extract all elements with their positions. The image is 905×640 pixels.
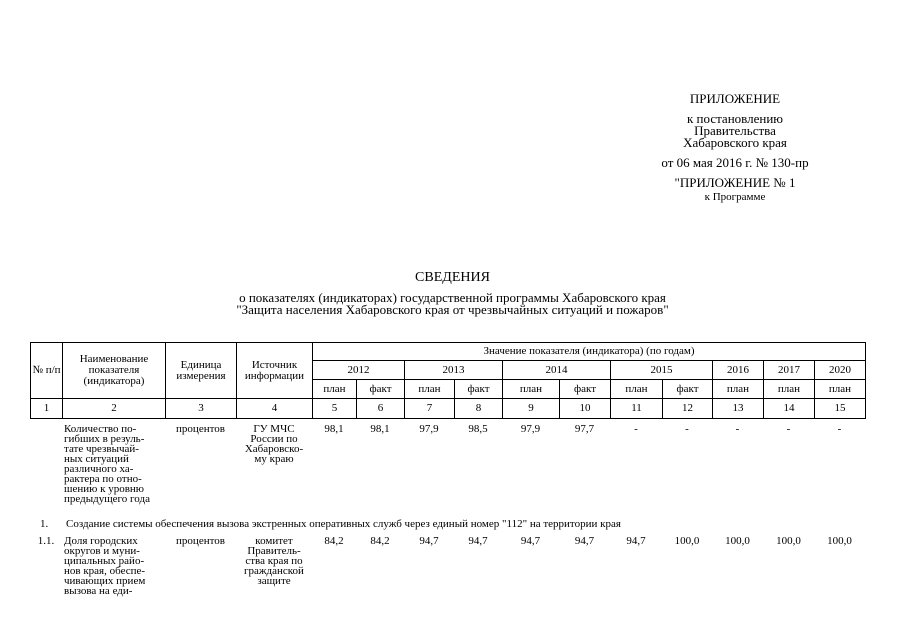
row-value: 94,7 [574, 535, 595, 547]
header-num: № п/п [31, 343, 63, 399]
row-value: 84,2 [324, 535, 344, 547]
table-row [30, 536, 865, 596]
header-year: 2016 [713, 361, 764, 380]
approval-appendix: "ПРИЛОЖЕНИЕ № 1 [674, 175, 796, 190]
approval-line: Правительства [694, 123, 776, 138]
col-number: 2 [63, 399, 166, 419]
approval-date: от 06 мая 2016 г. № 130-пр [661, 155, 809, 170]
header-plan: план [405, 380, 455, 399]
row-value: - [786, 423, 791, 435]
approval-title: ПРИЛОЖЕНИЕ [689, 91, 781, 106]
header-values: Значение показателя (индикатора) (по годам) [313, 343, 866, 361]
row-value: 97,7 [574, 423, 595, 435]
col-number: 8 [455, 399, 503, 419]
section-title: Создание системы обеспечения вызова экстренных оперативных служб через единый номер "112" на территории края [66, 518, 621, 530]
col-number: 4 [237, 399, 313, 419]
row-value: 100,0 [725, 535, 750, 547]
row-source: комитет Правитель- ства края по гражданской защите [244, 535, 304, 587]
indicators-table-header [30, 342, 866, 419]
header-plan: план [503, 380, 560, 399]
header-plan: план [815, 380, 866, 399]
row-value: 100,0 [827, 535, 852, 547]
col-number: 12 [663, 399, 713, 419]
document-title: СВЕДЕНИЯ [415, 270, 490, 285]
row-value: - [634, 423, 638, 435]
section-number: 1. [40, 518, 49, 530]
header-year: 2012 [313, 361, 405, 380]
header-year: 2015 [611, 361, 713, 380]
row-value: 84,2 [370, 535, 390, 547]
header-name: Наименование показателя (индикатора) [63, 343, 166, 399]
col-number: 14 [764, 399, 815, 419]
document-subtitle: о показателях (индикаторах) государственной программы Хабаровского края [239, 290, 666, 305]
row-value: 97,9 [520, 423, 541, 435]
header-fact: факт [560, 380, 611, 399]
row-source: ГУ МЧС России по Хабаровско- му краю [244, 423, 304, 465]
header-unit: Единица измерения [166, 343, 237, 399]
row-value: 94,7 [419, 535, 439, 547]
header-year: 2014 [503, 361, 611, 380]
row-value: 100,0 [776, 535, 801, 547]
header-fact: факт [663, 380, 713, 399]
row-value: 94,7 [468, 535, 488, 547]
approval-line: Хабаровского края [683, 135, 787, 150]
col-number: 3 [166, 399, 237, 419]
row-value: 98,1 [324, 423, 344, 435]
approval-line: к постановлению [686, 111, 784, 126]
row-value: - [685, 423, 689, 435]
header-plan: план [764, 380, 815, 399]
col-number: 5 [313, 399, 357, 419]
col-number: 13 [713, 399, 764, 419]
row-indicator-name: Доля городских округов и муни- ципальных райо- нов края, обеспе- чивающих прием вызова на еди- [64, 535, 146, 597]
header-plan: план [611, 380, 663, 399]
row-num [30, 424, 62, 504]
row-value: - [837, 423, 842, 435]
col-number: 6 [357, 399, 405, 419]
document-subtitle-program: "Защита населения Хабаровского края от чрезвычайных ситуаций и пожаров" [236, 302, 669, 317]
row-value: - [735, 423, 740, 435]
header-fact: факт [357, 380, 405, 399]
col-number: 10 [560, 399, 611, 419]
header-fact: факт [455, 380, 503, 399]
row-value: 98,5 [468, 423, 488, 435]
row-value: 94,7 [626, 535, 646, 547]
header-plan: план [313, 380, 357, 399]
col-number: 9 [503, 399, 560, 419]
header-source: Источник информации [237, 343, 313, 399]
header-year: 2017 [764, 361, 815, 380]
header-year: 2013 [405, 361, 503, 380]
header-year: 2020 [815, 361, 866, 380]
col-number: 15 [815, 399, 866, 419]
row-value: 98,1 [370, 423, 390, 435]
col-number: 7 [405, 399, 455, 419]
row-unit: процентов [176, 535, 225, 547]
row-unit: процентов [176, 423, 225, 435]
approval-program: к Программе [704, 191, 766, 203]
header-plan: план [713, 380, 764, 399]
row-value: 100,0 [674, 535, 700, 547]
row-value: 94,7 [520, 535, 541, 547]
row-indicator-name: Количество по- гибших в резуль- тате чрезвычай- ных ситуаций различного ха- рактера по отно- шению к уровню предыдущего года [64, 423, 150, 505]
table-row [30, 424, 865, 504]
col-number: 11 [611, 399, 663, 419]
row-value: 97,9 [419, 423, 439, 435]
col-number: 1 [31, 399, 63, 419]
row-num: 1.1. [37, 535, 55, 547]
